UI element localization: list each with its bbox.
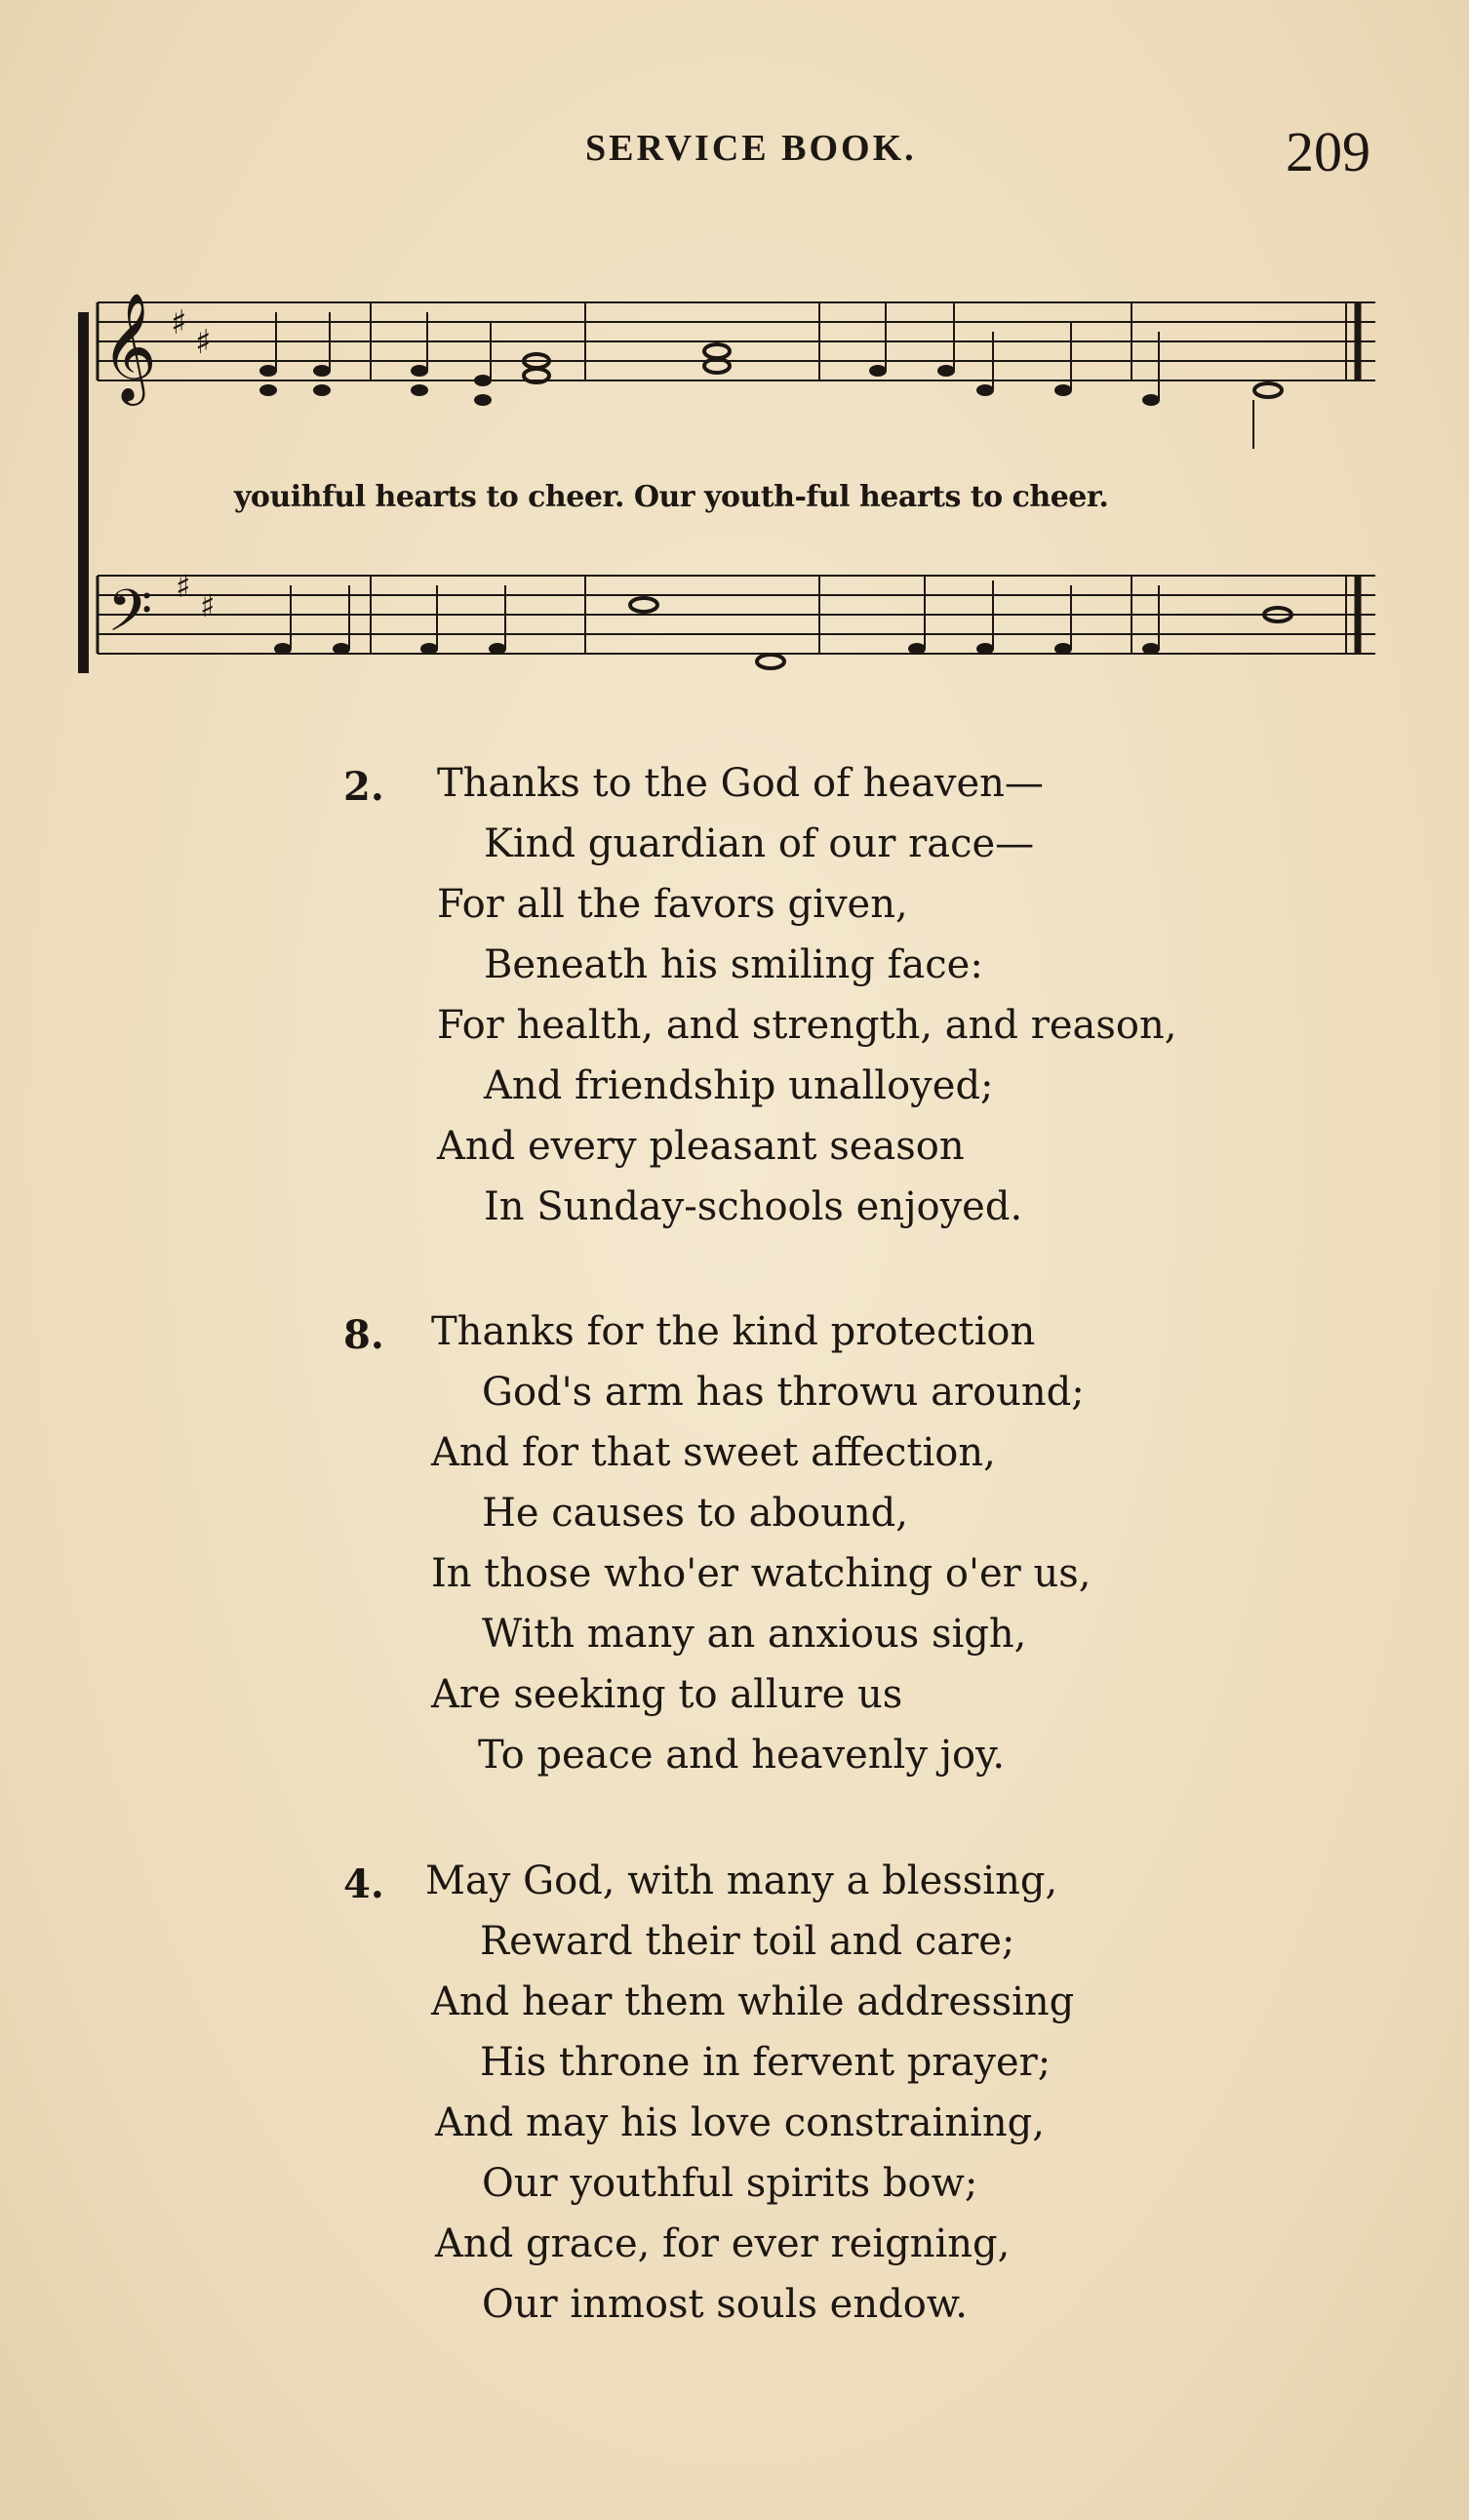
verse-line: Reward their toil and care;: [480, 1919, 1015, 1964]
verse-line: And grace, for ever reigning,: [435, 2221, 1011, 2266]
stanza-number: 8.: [343, 1312, 384, 1358]
svg-text:♯: ♯: [195, 323, 212, 362]
verse-line: His throne in fervent prayer;: [480, 2040, 1052, 2085]
verse-line: Our youthful spirits bow;: [482, 2161, 978, 2206]
verse-line: And hear them while addressing: [431, 1980, 1075, 2024]
music-lyric: youihful hearts to cheer. Our youth-ful hearts to cheer.: [234, 480, 1109, 514]
svg-text:♯: ♯: [200, 587, 216, 624]
stanza-number: 2.: [343, 764, 384, 810]
page-number: 209: [1286, 120, 1370, 183]
verse-line: Thanks for the kind protection: [431, 1309, 1036, 1354]
verse-line: In Sunday-schools enjoyed.: [484, 1184, 1023, 1229]
stanza-number: 4.: [343, 1861, 384, 1907]
verse-line: May God, with many a blessing,: [425, 1859, 1058, 1903]
verse-line: Are seeking to allure us: [431, 1672, 903, 1717]
verse-line: And may his love constraining,: [435, 2100, 1045, 2145]
verse-line: With many an anxious sigh,: [482, 1612, 1027, 1657]
treble-staff: [78, 254, 1405, 449]
verse-line: For health, and strength, and reason,: [437, 1003, 1177, 1048]
verse-line: In those who'er watching o'er us,: [431, 1551, 1092, 1596]
bass-clef-icon: 𝄢: [107, 577, 153, 659]
verse-line: To peace and heavenly joy.: [478, 1733, 1006, 1778]
verse-line: And every pleasant season: [437, 1124, 965, 1169]
music-score: [78, 254, 1405, 712]
running-title: SERVICE BOOK.: [585, 128, 917, 169]
verse-line: For all the favors given,: [437, 882, 908, 927]
verse-line: He causes to abound,: [482, 1491, 908, 1536]
verse-line: And for that sweet affection,: [431, 1430, 996, 1475]
treble-clef-icon: 𝄞: [101, 292, 157, 401]
verse-line: Our inmost souls endow.: [482, 2282, 969, 2327]
verse-line: God's arm has throwu around;: [482, 1370, 1085, 1415]
verse-line: Thanks to the God of heaven—: [437, 761, 1044, 806]
svg-text:♯: ♯: [176, 568, 191, 605]
bass-staff: [78, 537, 1405, 712]
verse-line: Beneath his smiling face:: [484, 942, 983, 987]
svg-text:♯: ♯: [171, 303, 187, 342]
verse-line: Kind guardian of our race—: [484, 821, 1035, 866]
verse-line: And friendship unalloyed;: [484, 1063, 994, 1108]
